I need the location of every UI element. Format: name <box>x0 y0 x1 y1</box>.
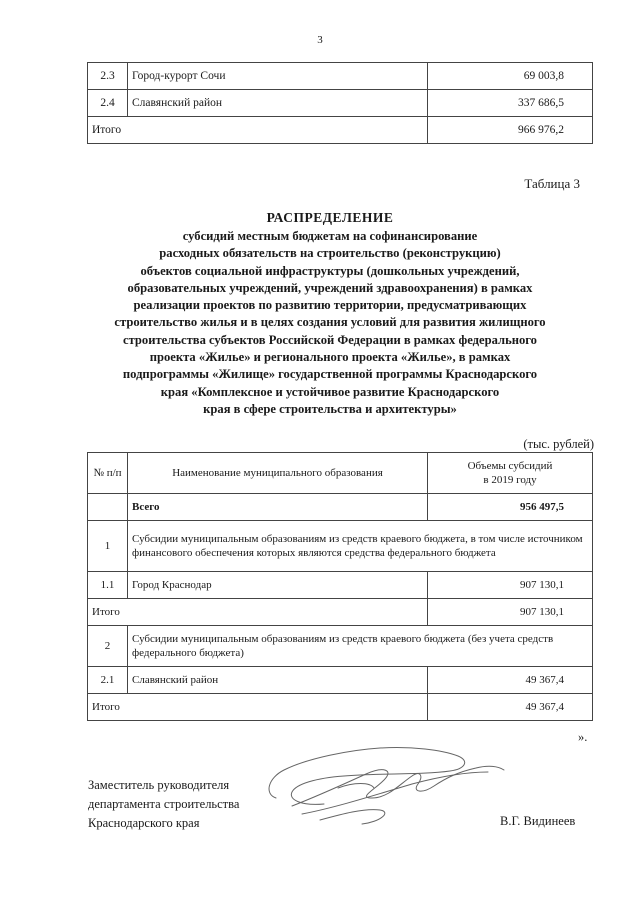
amount-value: 337 686,5 <box>428 90 593 117</box>
header-value-line: Объемы субсидий <box>467 460 553 472</box>
signatory-position <box>88 776 239 833</box>
amount-value: 907 130,1 <box>428 572 593 599</box>
signatory-line: департамента строительства <box>88 797 240 811</box>
total-row <box>88 694 593 721</box>
closing-quote: ». <box>578 730 588 744</box>
signatory-line: Краснодарского края <box>88 816 200 830</box>
total-row <box>88 599 593 626</box>
page-number: 3 <box>317 34 323 46</box>
subtitle-line: строительство жилья и в целях создания условий для развития жилищного <box>114 315 546 330</box>
subtitle-line: края «Комплексное и устойчивое развитие Краснодарского <box>160 384 500 399</box>
header-row <box>88 453 593 494</box>
section-row <box>88 521 593 572</box>
grand-total-row <box>88 494 593 521</box>
amount-value: 69 003,8 <box>428 63 593 90</box>
section-text: Субсидии муниципальным образованиям из средств краевого бюджета, в том числе источником финансового обеспечения которых являются средства федерального бюджета <box>128 521 593 572</box>
table-row <box>88 667 593 694</box>
subtitle-line: проекта «Жилье» и регионального проекта «Жилье», в рамках <box>149 350 511 365</box>
total-value: 966 976,2 <box>428 117 593 144</box>
grand-total-value: 956 497,5 <box>428 494 593 521</box>
municipality-name: Город Краснодар <box>128 572 428 599</box>
subtitle-line: субсидий местным бюджетам на софинансирование <box>182 229 478 243</box>
subtitle-line: реализации проектов по развитию территории, предусматривающих <box>133 298 527 313</box>
total-value: 907 130,1 <box>428 599 593 626</box>
total-row <box>88 117 593 144</box>
subtitle-line: образовательных учреждений, учреждений здравоохранения) в рамках <box>127 280 533 295</box>
subtitle-line: строительства субъектов Российской Федерации в рамках федерального <box>123 332 537 347</box>
section-number: 2 <box>88 626 128 667</box>
subsidy-table <box>87 452 593 721</box>
section-row <box>88 626 593 667</box>
header-name: Наименование муниципального образования <box>128 453 428 494</box>
row-number: 2.1 <box>88 667 128 694</box>
units-label: (тыс. рублей) <box>523 437 594 451</box>
municipality-name: Город-курорт Сочи <box>128 63 428 90</box>
row-number: 1.1 <box>88 572 128 599</box>
municipality-name: Славянский район <box>128 90 428 117</box>
header-value <box>428 453 593 494</box>
subtitle-line: края в сфере строительства и архитектуры» <box>203 401 457 416</box>
continued-table <box>87 62 593 144</box>
section-text: Субсидии муниципальным образованиям из средств краевого бюджета (без учета средств федерального бюджета) <box>128 626 593 667</box>
table-number-label: Таблица 3 <box>524 176 580 191</box>
total-label: Итого <box>88 599 428 626</box>
table-row <box>88 63 593 90</box>
total-label: Итого <box>88 117 428 144</box>
signatory-line: Заместитель руководителя <box>88 778 230 792</box>
header-value-line: в 2019 году <box>483 474 537 486</box>
grand-total-label: Всего <box>128 494 428 521</box>
handwritten-signature <box>262 736 512 831</box>
subtitle-line: расходных обязательств на строительство (реконструкцию) <box>159 246 501 261</box>
municipality-name: Славянский район <box>128 667 428 694</box>
table-row <box>88 90 593 117</box>
section-number: 1 <box>88 521 128 572</box>
table-row <box>88 572 593 599</box>
row-number: 2.4 <box>88 90 128 117</box>
row-number: 2.3 <box>88 63 128 90</box>
subtitle-line: объектов социальной инфраструктуры (дошкольных учреждений, <box>140 263 520 278</box>
signatory-name: В.Г. Видинеев <box>500 814 576 828</box>
amount-value: 49 367,4 <box>428 667 593 694</box>
subtitle-line: подпрограммы «Жилище» государственной программы Краснодарского <box>122 367 538 382</box>
document-title: РАСПРЕДЕЛЕНИЕ <box>266 210 394 225</box>
document-subtitle <box>85 228 575 418</box>
total-value: 49 367,4 <box>428 694 593 721</box>
total-label: Итого <box>88 694 428 721</box>
header-num: № п/п <box>88 453 128 494</box>
